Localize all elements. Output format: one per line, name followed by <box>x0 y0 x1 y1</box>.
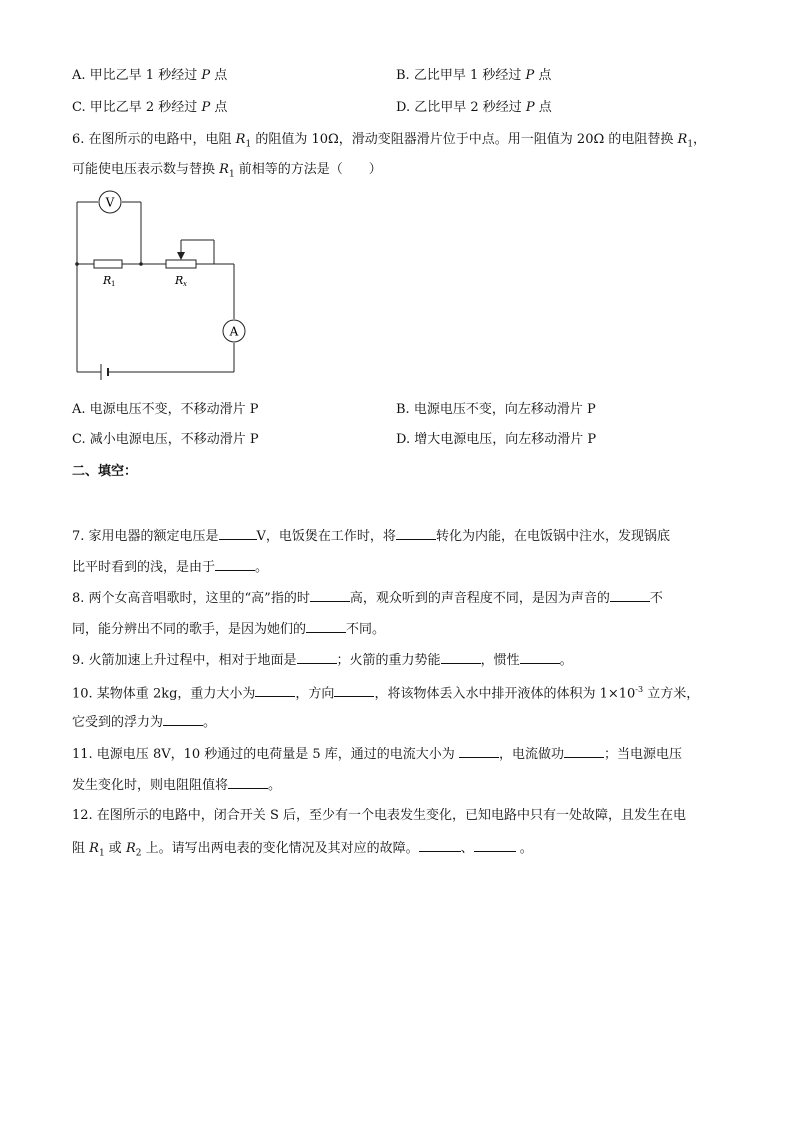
answer-blank[interactable] <box>474 837 516 852</box>
answer-blank[interactable] <box>255 682 295 697</box>
q11-line-1: 11. 电源电压 8V，10 秒通过的电荷量是 5 库，通过的电流大小为 ，电流做功 ；当电源电压 <box>72 743 682 765</box>
answer-blank[interactable] <box>419 837 461 852</box>
slider-arrow-icon <box>177 252 185 260</box>
section-heading: 二、填空： <box>72 464 138 479</box>
q6-option-a: A. 电源电压不变，不移动滑片 P <box>72 402 259 417</box>
q9-line: 9. 火箭加速上升过程中，相对于地面是 ；火箭的重力势能 ，惯性 。 <box>72 649 573 671</box>
q12-line-1: 12. 在图所示的电路中，闭合开关 S 后，至少有一个电表发生变化，已知电路中只有一处故障，且发生在电 <box>72 808 686 823</box>
q5-option-d: D. 乙比甲早 2 秒经过 P 点 <box>396 100 552 115</box>
q7-line-2: 比平时看到的浅，是由于 。 <box>72 556 268 578</box>
answer-blank[interactable] <box>441 649 481 664</box>
q6-line-2: 可能使电压表示数与替换 $R_1$ 前相等的方法是（ ） <box>72 162 382 180</box>
voltmeter-label: V <box>105 195 115 210</box>
r1-subscript: 1 <box>111 280 116 288</box>
q10-line-1: 10. 某物体重 2kg，重力大小为 ，方向 ，将该物体丢入水中排开液体的体积为 $1\times 10^{-3}$ 立方米， <box>72 680 699 704</box>
rx-label: R <box>175 274 184 287</box>
answer-blank[interactable] <box>163 711 203 726</box>
answer-blank[interactable] <box>334 682 374 697</box>
rx-subscript: x <box>183 280 187 288</box>
q10-line-2: 它受到的浮力为 。 <box>72 711 216 733</box>
q8-line-2: 同，能分辨出不同的歌手，是因为她们的 不同。 <box>72 618 385 640</box>
answer-blank[interactable] <box>228 774 268 789</box>
circuit-diagram <box>70 190 250 390</box>
answer-blank[interactable] <box>520 649 560 664</box>
answer-blank[interactable] <box>310 587 350 602</box>
q5-option-a: A. 甲比乙早 1 秒经过 P 点 <box>72 68 228 83</box>
q6-option-b: B. 电源电压不变，向左移动滑片 P <box>396 402 596 417</box>
q5-option-b: B. 乙比甲早 1 秒经过 P 点 <box>396 68 552 83</box>
ammeter-label: A <box>229 324 239 339</box>
answer-blank[interactable] <box>459 743 499 758</box>
answer-blank[interactable] <box>396 525 436 540</box>
answer-blank[interactable] <box>219 525 257 540</box>
rheostat-rx <box>166 260 196 268</box>
q6-option-c: C. 减小电源电压，不移动滑片 P <box>72 432 259 447</box>
q5-option-c: C. 甲比乙早 2 秒经过 P 点 <box>72 100 228 115</box>
q11-line-2: 发生变化时，则电阻阻值将 。 <box>72 774 281 796</box>
answer-blank[interactable] <box>610 587 650 602</box>
q12-line-2: 阻 $R_1$ 或 $R_2$ 上。请写出两电表的变化情况及其对应的故障。 、 。 <box>72 837 533 864</box>
junction-mid <box>139 262 143 266</box>
junction-left <box>75 262 79 266</box>
answer-blank[interactable] <box>215 556 255 571</box>
r1-label: R <box>103 274 112 287</box>
q8-line-1: 8. 两个女高音唱歌时，这里的“高”指的时 高，观众听到的声音程度不同，是因为声音的 不 <box>72 587 663 609</box>
q6-line-1: 6. 在图所示的电路中，电阻 $R_1$ 的阻值为 10Ω，滑动变阻器滑片位于中点。用一阻值为 20Ω 的电阻替换 $R_1$， <box>72 132 707 150</box>
answer-blank[interactable] <box>297 649 337 664</box>
resistor-r1 <box>94 260 122 268</box>
answer-blank[interactable] <box>306 618 346 633</box>
q6-option-d: D. 增大电源电压，向左移动滑片 P <box>396 432 597 447</box>
q7-line-1: 7. 家用电器的额定电压是 V，电饭煲在工作时，将 转化为内能，在电饭锅中注水，发现锅底 <box>72 525 670 547</box>
answer-blank[interactable] <box>564 743 604 758</box>
